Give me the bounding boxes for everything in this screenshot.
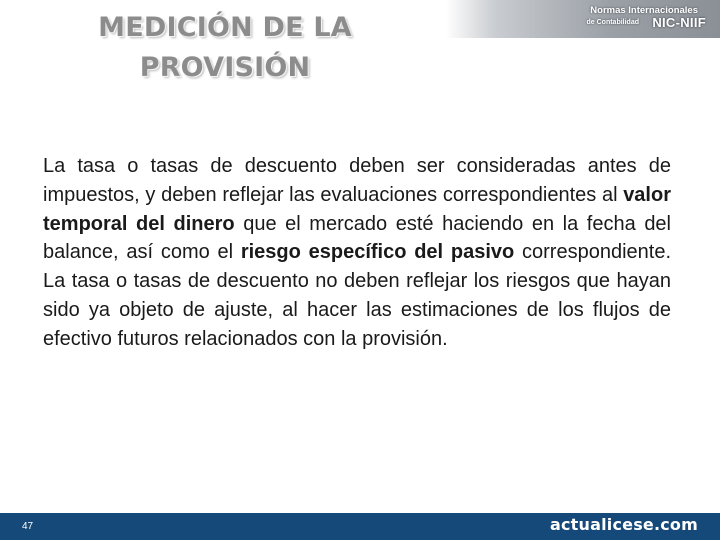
logo-line-2: de Contabilidad [586, 19, 639, 26]
slide-title: MEDICIÓN DE LA PROVISIÓN [98, 12, 352, 83]
page-number: 47 [22, 521, 34, 532]
body-text-part-2: que el mercado esté haciendo en la fecha del balance, así como el [43, 212, 672, 264]
logo-line-1: Normas Internacionales [590, 5, 698, 16]
body-text-bold-2: riesgo específico del pasivo [240, 241, 515, 264]
site-logo: actualicese.com [549, 515, 698, 534]
body-text-bold-1: valor temporal del dinero [43, 183, 671, 235]
body-paragraph [43, 152, 671, 354]
body-text-part-3: correspondiente. La tasa o tasas de descuento no deben reflejar los riesgos que hayan sido ya objeto de ajuste, al hacer las estimaciones de los flujos de efectivo futuros relacionados con la provisión. [43, 241, 671, 350]
nic-niif-logo [446, 0, 720, 38]
footer-bar [0, 513, 720, 540]
body-text-part-1: La tasa o tasas de descuento deben ser consideradas antes de impuestos, y deben reflejar las evaluaciones correspondientes al [43, 155, 671, 206]
logo-line-3: NIC-NIIF [652, 15, 706, 30]
